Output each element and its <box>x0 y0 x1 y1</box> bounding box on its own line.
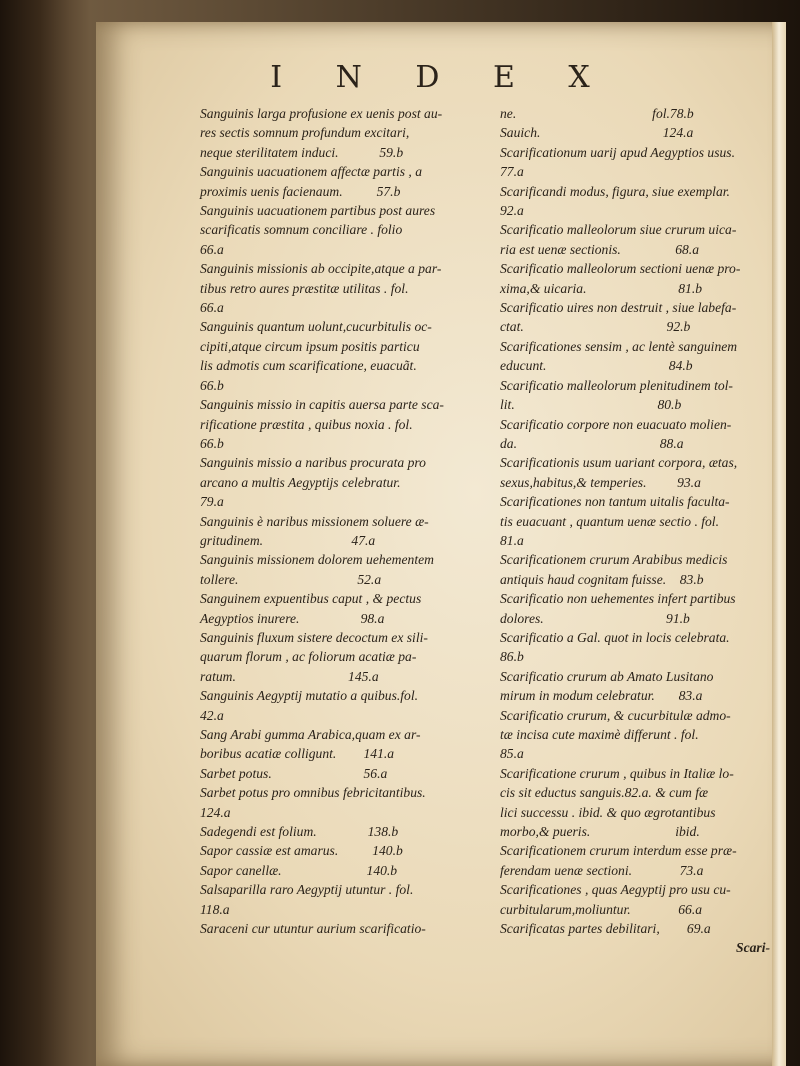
index-line: Sanguinis missionem dolorem uehementem <box>200 552 434 568</box>
index-line: 86.b <box>500 649 524 665</box>
index-line: res sectis somnum profundum excitari, <box>200 125 410 141</box>
index-line: Sanguinis è naribus missionem soluere æ- <box>200 513 429 529</box>
index-line: Scarificatio non uehementes infert partibus <box>500 591 736 607</box>
index-line: Sanguinis larga profusione ex uenis post au- <box>200 106 443 121</box>
right-column <box>500 104 786 958</box>
index-line: lis admotis cum scarificatione, euacuãt. <box>200 358 417 374</box>
index-line: 77.a <box>500 164 524 180</box>
index-line: mirum in modum celebratur. 83.a <box>500 688 703 704</box>
index-line: tis euacuant , quantum uenæ sectio . fol. <box>500 513 719 529</box>
index-line: lici successu . ibid. & quo ægrotantibus <box>500 804 716 820</box>
index-line: Salsaparilla raro Aegyptij utuntur . fol. <box>200 882 414 898</box>
index-line: Sapor canellæ. 140.b <box>200 862 398 878</box>
index-line: 79.a <box>200 494 224 510</box>
index-line: 66.b <box>200 435 224 451</box>
index-line: Saraceni cur utuntur aurium scarificatio- <box>200 921 426 937</box>
index-line: Scarificandi modus, figura, siue exemplar. <box>500 183 730 199</box>
index-line: Sanguinem expuentibus caput , & pectus <box>200 591 422 607</box>
index-line: cis sit eductus sanguis.82.a. & cum fæ <box>500 785 709 801</box>
index-line: 92.a <box>500 203 524 219</box>
index-line: ferendam uenæ sectioni. 73.a <box>500 862 704 878</box>
index-line: antiquis haud cognitam fuisse. 83.b <box>500 571 704 587</box>
index-line: Sapor cassiæ est amarus. 140.b <box>200 843 403 859</box>
book-page <box>96 22 786 1066</box>
index-line: ria est uenæ sectionis. 68.a <box>500 241 699 257</box>
index-line: Sanguinis missio in capitis auersa parte sca- <box>200 397 444 413</box>
index-line: Scarificationum uarij apud Aegyptios usus. <box>500 144 735 160</box>
index-line: morbo,& pueris. ibid. <box>500 824 700 840</box>
index-line: xima,& uicaria. 81.b <box>500 280 703 296</box>
index-line: Scarificatio malleolorum sectioni uenæ pro- <box>500 261 741 277</box>
index-line: cipiti,atque circum ipsum positis particu <box>200 338 420 354</box>
index-line: 124.a <box>200 804 231 820</box>
index-line: Aegyptios inurere. 98.a <box>200 610 385 626</box>
index-line: Scarificationis usum uariant corpora, ætas, <box>500 455 738 471</box>
index-line: Scarificatio corpore non euacuato molien- <box>500 416 732 432</box>
index-line: 66.a <box>200 300 224 316</box>
index-line: Sarbet potus pro omnibus febricitantibus. <box>200 785 426 801</box>
index-line: boribus acatiæ colligunt. 141.a <box>200 746 395 762</box>
index-line: Scarificatio a Gal. quot in locis celebrata. <box>500 629 730 645</box>
catchword: Scari- <box>736 940 770 956</box>
index-line: Scarificatio uires non destruit , siue labefa- <box>500 300 737 316</box>
index-line: scarificatis somnum conciliare . folio <box>200 222 403 238</box>
index-line: ratum. 145.a <box>200 668 379 684</box>
page-heading: I N D E X <box>270 60 612 95</box>
index-line: arcano a multis Aegyptijs celebratur. <box>200 474 401 490</box>
index-line: 85.a <box>500 746 524 762</box>
index-line: 42.a <box>200 707 224 723</box>
index-line: Sanguinis fluxum sistere decoctum ex sili- <box>200 629 428 645</box>
page-edge <box>772 22 786 1066</box>
index-line: Sanguinis Aegyptij mutatio a quibus.fol. <box>200 688 419 704</box>
index-line: da. 88.a <box>500 435 684 451</box>
index-line: tibus retro aures præstitæ utilitas . fol. <box>200 280 409 296</box>
index-line: Scarificatas partes debilitari, 69.a <box>500 921 711 937</box>
index-line: tollere. 52.a <box>200 571 382 587</box>
index-line: rificatione præstita , quibus noxia . fol. <box>200 416 413 432</box>
index-line: Sanguinis quantum uolunt,cucurbitulis oc- <box>200 319 432 335</box>
index-line: Scarificatio malleolorum plenitudinem tol- <box>500 377 733 393</box>
index-line: Sauich. 124.a <box>500 125 694 141</box>
index-line: Scarificatione crurum , quibus in Italiæ lo- <box>500 765 734 781</box>
left-column <box>200 104 500 938</box>
index-line: Scarificationem crurum Arabibus medicis <box>500 552 728 568</box>
index-line: ne. fol.78.b <box>500 106 694 121</box>
index-line: tæ incisa cute maximè differunt . fol. <box>500 727 699 742</box>
index-line: 118.a <box>200 901 230 917</box>
index-line: Sang Arabi gumma Arabica,quam ex ar- <box>200 727 421 742</box>
index-line: Sanguinis uacuationem affectæ partis , a <box>200 164 423 180</box>
index-line: Scarificationes , quas Aegyptij pro usu cu- <box>500 882 731 898</box>
index-line: dolores. 91.b <box>500 610 690 626</box>
index-line: educunt. 84.b <box>500 358 693 374</box>
index-line: ctat. 92.b <box>500 319 691 335</box>
index-line: Scarificatio crurum ab Amato Lusitano <box>500 668 714 684</box>
index-line: Scarificatio crurum, & cucurbitulæ admo- <box>500 707 731 723</box>
index-line: Scarificationes sensim , ac lentè sanguinem <box>500 338 738 354</box>
index-line: curbitularum,moliuntur. 66.a <box>500 901 703 917</box>
index-line: Sanguinis uacuationem partibus post aures <box>200 203 436 219</box>
index-line: Sadegendi est folium. 138.b <box>200 824 399 840</box>
index-line: gritudinem. 47.a <box>200 532 376 548</box>
index-line: Scarificationem crurum interdum esse præ- <box>500 843 737 859</box>
index-line: proximis uenis facienaum. 57.b <box>200 183 401 199</box>
index-line: sexus,habitus,& temperies. 93.a <box>500 474 701 490</box>
index-line: Sarbet potus. 56.a <box>200 765 388 781</box>
index-line: neque sterilitatem induci. 59.b <box>200 144 404 160</box>
index-line: 81.a <box>500 532 524 548</box>
index-line: 66.a <box>200 241 224 257</box>
index-line: Scarificatio malleolorum siue crurum uica- <box>500 222 737 238</box>
index-line: Sanguinis missio a naribus procurata pro <box>200 455 426 471</box>
index-line: 66.b <box>200 377 224 393</box>
index-line: Scarificationes non tantum uitalis faculta- <box>500 494 730 510</box>
index-line: quarum florum , ac foliorum acatiæ pa- <box>200 649 417 665</box>
index-line: Sanguinis missionis ab occipite,atque a par- <box>200 261 442 277</box>
index-line: lit. 80.b <box>500 397 682 413</box>
